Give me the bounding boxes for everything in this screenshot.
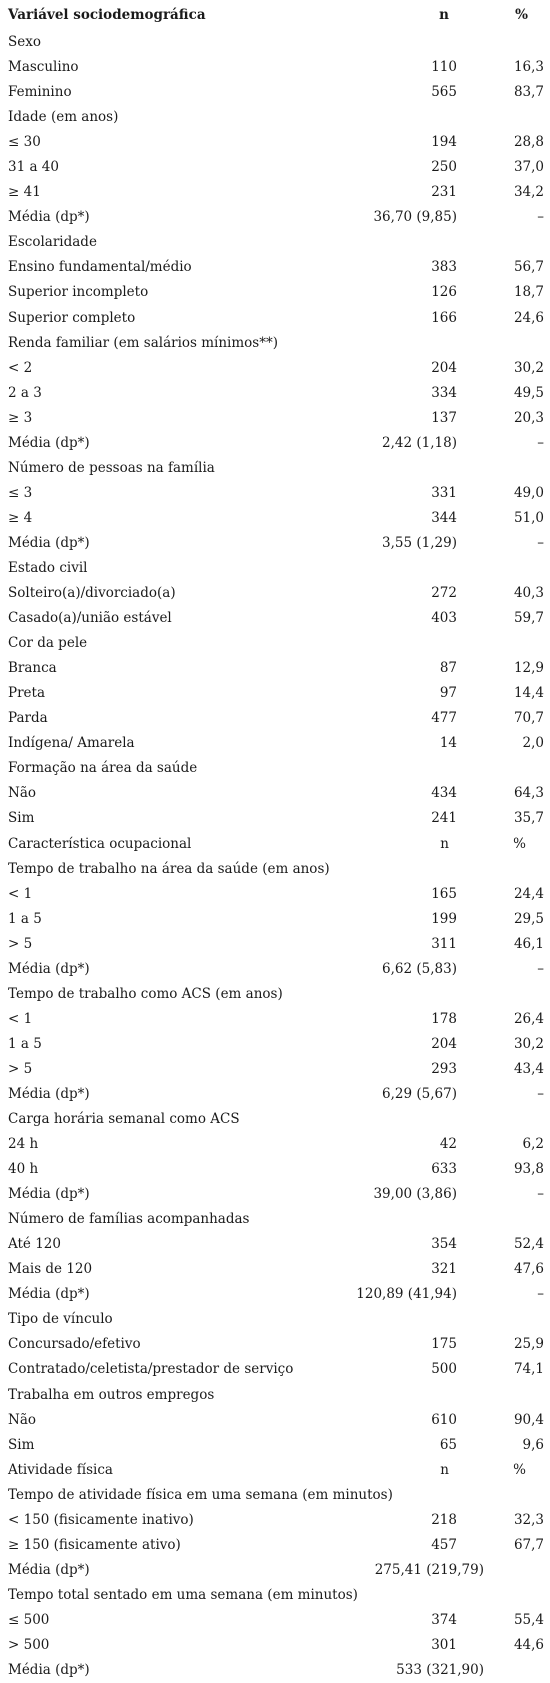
row-percent: 70,7 xyxy=(513,710,544,727)
table-row xyxy=(0,806,550,831)
table-row xyxy=(0,656,550,681)
row-percent: 9,6 xyxy=(522,1436,544,1453)
table-row xyxy=(0,406,550,431)
row-label: Idade (em anos) xyxy=(8,109,119,126)
category-row xyxy=(0,456,550,481)
row-label: Renda familiar (em salários mínimos**) xyxy=(8,334,278,351)
table-row xyxy=(0,907,550,932)
category-row xyxy=(0,756,550,781)
row-n: 2,42 (1,18) xyxy=(382,434,457,451)
row-label: Número de famílias acompanhadas xyxy=(8,1211,250,1228)
row-percent: 40,3 xyxy=(513,585,544,602)
row-n: 403 xyxy=(431,610,457,627)
row-n: 383 xyxy=(431,259,457,276)
row-n: 65 xyxy=(439,1436,457,1453)
row-n: 311 xyxy=(431,935,457,952)
row-n: 434 xyxy=(431,785,457,802)
row-label: Indígena/ Amarela xyxy=(8,735,135,752)
row-label: Superior completo xyxy=(8,309,136,326)
category-row xyxy=(0,230,550,255)
table-row xyxy=(0,1658,550,1683)
category-row xyxy=(0,105,550,130)
row-label: Não xyxy=(8,1411,36,1428)
row-label: ≥ 3 xyxy=(8,409,33,426)
row-n: 204 xyxy=(431,359,457,376)
row-percent: 34,2 xyxy=(513,184,544,201)
row-n: 137 xyxy=(431,409,457,426)
row-label: Ensino fundamental/médio xyxy=(8,259,192,276)
table-row xyxy=(0,1357,550,1382)
row-label: Tempo de trabalho na área da saúde (em anos) xyxy=(8,860,330,877)
row-label: Número de pessoas na família xyxy=(8,459,215,476)
row-n: n xyxy=(440,835,449,852)
row-percent: 55,4 xyxy=(513,1611,544,1628)
row-n: 6,29 (5,67) xyxy=(382,1085,457,1102)
row-percent: 46,1 xyxy=(513,935,544,952)
row-percent: 49,0 xyxy=(513,484,544,501)
row-label: Média (dp*) xyxy=(8,1186,90,1203)
row-n: 97 xyxy=(439,685,457,702)
table-row xyxy=(0,1282,550,1307)
row-percent: 24,4 xyxy=(513,885,544,902)
row-n: 231 xyxy=(431,184,457,201)
row-percent: 47,6 xyxy=(513,1261,544,1278)
row-n: 293 xyxy=(431,1060,457,1077)
row-label: Média (dp*) xyxy=(8,960,90,977)
row-label: Superior incompleto xyxy=(8,284,149,301)
table-row xyxy=(0,581,550,606)
row-label: 1 a 5 xyxy=(8,1035,42,1052)
table-header-row xyxy=(0,0,550,30)
table-row xyxy=(0,1132,550,1157)
row-n: 36,70 (9,85) xyxy=(373,209,457,226)
row-label: Feminino xyxy=(8,84,72,101)
row-n: 610 xyxy=(431,1411,457,1428)
row-label: Masculino xyxy=(8,59,79,76)
category-row xyxy=(0,331,550,356)
table-row xyxy=(0,882,550,907)
row-percent: – xyxy=(537,209,544,226)
row-label: Média (dp*) xyxy=(8,1561,90,1578)
table-row xyxy=(0,255,550,280)
row-n: 178 xyxy=(431,1010,457,1027)
table-row xyxy=(0,1608,550,1633)
table-row xyxy=(0,1082,550,1107)
row-n: 500 xyxy=(431,1361,457,1378)
table-row xyxy=(0,1057,550,1082)
row-label: 40 h xyxy=(8,1161,39,1178)
row-percent: 24,6 xyxy=(513,309,544,326)
row-label: Tempo total sentado em uma semana (em minutos) xyxy=(8,1586,358,1603)
row-n: 633 xyxy=(431,1161,457,1178)
row-percent: 93,8 xyxy=(513,1161,544,1178)
row-label: Carga horária semanal como ACS xyxy=(8,1111,240,1128)
row-percent: 30,2 xyxy=(513,359,544,376)
table-row xyxy=(0,1408,550,1433)
table-row xyxy=(0,481,550,506)
row-label: ≤ 500 xyxy=(8,1611,50,1628)
row-label: Média (dp*) xyxy=(8,1662,90,1679)
row-n: 126 xyxy=(431,284,457,301)
row-n: 241 xyxy=(431,810,457,827)
category-row xyxy=(0,1207,550,1232)
row-label: Tipo de vínculo xyxy=(8,1311,113,1328)
row-percent: 30,2 xyxy=(513,1035,544,1052)
header-n: n xyxy=(439,7,449,23)
row-label: Cor da pele xyxy=(8,635,88,652)
row-percent: 43,4 xyxy=(513,1060,544,1077)
row-percent: 18,7 xyxy=(513,284,544,301)
header-pct: % xyxy=(515,7,528,23)
table-row xyxy=(0,531,550,556)
row-label: Média (dp*) xyxy=(8,534,90,551)
category-row xyxy=(0,982,550,1007)
row-n: 334 xyxy=(431,384,457,401)
table-row xyxy=(0,957,550,982)
row-percent: 74,1 xyxy=(513,1361,544,1378)
table-row xyxy=(0,1433,550,1458)
row-label: Mais de 120 xyxy=(8,1261,93,1278)
row-label: Preta xyxy=(8,685,45,702)
row-n: 42 xyxy=(439,1136,457,1153)
row-n: 110 xyxy=(431,59,457,76)
row-n: 374 xyxy=(431,1611,457,1628)
row-label: Atividade física xyxy=(8,1461,113,1478)
table-row xyxy=(0,1032,550,1057)
row-label: > 5 xyxy=(8,1060,33,1077)
row-label: Contratado/celetista/prestador de serviço xyxy=(8,1361,294,1378)
row-label: Tempo de atividade física em uma semana (em minutos) xyxy=(8,1486,393,1503)
category-row xyxy=(0,631,550,656)
table-row xyxy=(0,706,550,731)
row-label: < 1 xyxy=(8,885,33,902)
row-n: 6,62 (5,83) xyxy=(382,960,457,977)
row-n: 166 xyxy=(431,309,457,326)
row-label: Branca xyxy=(8,660,57,677)
row-label: > 500 xyxy=(8,1637,50,1653)
row-n: 477 xyxy=(431,710,457,727)
row-percent: 90,4 xyxy=(513,1411,544,1428)
row-label: Sim xyxy=(8,1436,35,1453)
row-n: 331 xyxy=(431,484,457,501)
section-subheader-row xyxy=(0,1458,550,1483)
table-row xyxy=(0,932,550,957)
table-row xyxy=(0,306,550,331)
table-row xyxy=(0,781,550,806)
row-label: Tempo de trabalho como ACS (em anos) xyxy=(8,985,283,1002)
row-percent: 52,4 xyxy=(513,1236,544,1253)
row-n: 120,89 (41,94) xyxy=(356,1286,457,1303)
row-label: ≥ 4 xyxy=(8,509,33,526)
row-n: 39,00 (3,86) xyxy=(373,1186,457,1203)
row-n: 175 xyxy=(431,1336,457,1353)
row-n: 301 xyxy=(431,1637,457,1653)
row-percent: % xyxy=(513,1461,526,1478)
row-label: Média (dp*) xyxy=(8,209,90,226)
row-percent: 26,4 xyxy=(513,1010,544,1027)
row-label: Formação na área da saúde xyxy=(8,760,198,777)
row-label: > 5 xyxy=(8,935,33,952)
table-row xyxy=(0,1533,550,1558)
row-label: Até 120 xyxy=(8,1236,61,1253)
table-row xyxy=(0,180,550,205)
table-row xyxy=(0,1257,550,1282)
row-percent: % xyxy=(513,835,526,852)
row-n: 250 xyxy=(431,159,457,176)
table-row xyxy=(0,1157,550,1182)
table-row xyxy=(0,1558,550,1583)
row-label: < 150 (fisicamente inativo) xyxy=(8,1511,194,1528)
row-percent: 25,9 xyxy=(513,1336,544,1353)
row-n: 204 xyxy=(431,1035,457,1052)
table-row xyxy=(0,1007,550,1032)
row-label: Média (dp*) xyxy=(8,434,90,451)
table-row xyxy=(0,356,550,381)
row-label: Concursado/efetivo xyxy=(8,1336,141,1353)
row-percent: – xyxy=(537,434,544,451)
row-label: < 1 xyxy=(8,1010,33,1027)
row-label: Característica ocupacional xyxy=(8,835,192,852)
row-percent: – xyxy=(537,1085,544,1102)
row-n: 321 xyxy=(431,1261,457,1278)
category-row xyxy=(0,1383,550,1408)
row-percent: 14,4 xyxy=(513,685,544,702)
category-row xyxy=(0,1583,550,1608)
row-percent: – xyxy=(537,1186,544,1203)
row-label: Não xyxy=(8,785,36,802)
category-row xyxy=(0,556,550,581)
row-percent: 67,7 xyxy=(513,1536,544,1553)
row-n: 218 xyxy=(431,1511,457,1528)
row-n: 3,55 (1,29) xyxy=(382,534,457,551)
row-label: ≤ 30 xyxy=(8,134,41,151)
row-label: Sexo xyxy=(8,34,41,50)
category-row xyxy=(0,1307,550,1332)
table-row xyxy=(0,1182,550,1207)
category-row xyxy=(0,1483,550,1508)
row-percent: 59,7 xyxy=(513,610,544,627)
row-label: Estado civil xyxy=(8,559,88,576)
row-percent: 44,6 xyxy=(513,1637,544,1653)
row-percent: – xyxy=(537,534,544,551)
row-label: 1 a 5 xyxy=(8,910,42,927)
table-row xyxy=(0,280,550,305)
table-row xyxy=(0,1508,550,1533)
row-n: 457 xyxy=(431,1536,457,1553)
row-percent: 29,5 xyxy=(513,910,544,927)
row-label: 2 a 3 xyxy=(8,384,42,401)
row-n: 14 xyxy=(439,735,457,752)
row-percent: 6,2 xyxy=(522,1136,544,1153)
row-percent: 2,0 xyxy=(522,735,544,752)
row-percent: 12,9 xyxy=(513,660,544,677)
category-row xyxy=(0,857,550,882)
row-n: 354 xyxy=(431,1236,457,1253)
row-percent: 28,8 xyxy=(513,134,544,151)
table-row xyxy=(0,205,550,230)
row-label: Trabalha em outros empregos xyxy=(8,1386,215,1403)
row-label: Sim xyxy=(8,810,35,827)
table-row xyxy=(0,1332,550,1357)
table-body xyxy=(0,30,550,1683)
table-row xyxy=(0,681,550,706)
table-row xyxy=(0,130,550,155)
row-percent: – xyxy=(537,960,544,977)
row-label: Solteiro(a)/divorciado(a) xyxy=(8,585,176,602)
row-label: Escolaridade xyxy=(8,234,97,251)
row-label: 31 a 40 xyxy=(8,159,59,176)
row-n: n xyxy=(440,1461,449,1478)
table-row xyxy=(0,731,550,756)
category-row xyxy=(0,1107,550,1132)
row-n: 165 xyxy=(431,885,457,902)
table-row xyxy=(0,381,550,406)
row-label: ≥ 150 (fisicamente ativo) xyxy=(8,1536,181,1553)
row-percent: 49,5 xyxy=(513,384,544,401)
row-percent: 64,3 xyxy=(513,785,544,802)
table-row xyxy=(0,155,550,180)
row-label: Casado(a)/união estável xyxy=(8,610,172,627)
table-row xyxy=(0,606,550,631)
header-variable: Variável sociodemográfica xyxy=(8,7,206,23)
section-subheader-row xyxy=(0,832,550,857)
row-label: Média (dp*) xyxy=(8,1085,90,1102)
table-row xyxy=(0,55,550,80)
row-percent: 83,7 xyxy=(513,84,544,101)
row-label: Parda xyxy=(8,710,48,727)
row-n: 565 xyxy=(431,84,457,101)
row-percent: 37,0 xyxy=(513,159,544,176)
row-percent: 56,7 xyxy=(513,259,544,276)
row-n: 272 xyxy=(431,585,457,602)
row-label: ≥ 41 xyxy=(8,184,41,201)
row-percent: 35,7 xyxy=(513,810,544,827)
row-n: 199 xyxy=(431,910,457,927)
row-n: 87 xyxy=(439,660,457,677)
row-label: Média (dp*) xyxy=(8,1286,90,1303)
row-percent: 32,3 xyxy=(513,1511,544,1528)
row-percent: – xyxy=(537,1286,544,1303)
row-n: 275,41 (219,79) xyxy=(374,1561,484,1578)
row-n: 533 (321,90) xyxy=(396,1662,484,1679)
category-row xyxy=(0,30,550,55)
row-label: 24 h xyxy=(8,1136,39,1153)
row-n: 194 xyxy=(431,134,457,151)
row-percent: 20,3 xyxy=(513,409,544,426)
table-row xyxy=(0,1232,550,1257)
row-label: < 2 xyxy=(8,359,33,376)
row-percent: 16,3 xyxy=(513,59,544,76)
table-row xyxy=(0,506,550,531)
row-label: ≤ 3 xyxy=(8,484,33,501)
table-row xyxy=(0,80,550,105)
table-row xyxy=(0,431,550,456)
table-row xyxy=(0,1633,550,1658)
row-percent: 51,0 xyxy=(513,509,544,526)
row-n: 344 xyxy=(431,509,457,526)
